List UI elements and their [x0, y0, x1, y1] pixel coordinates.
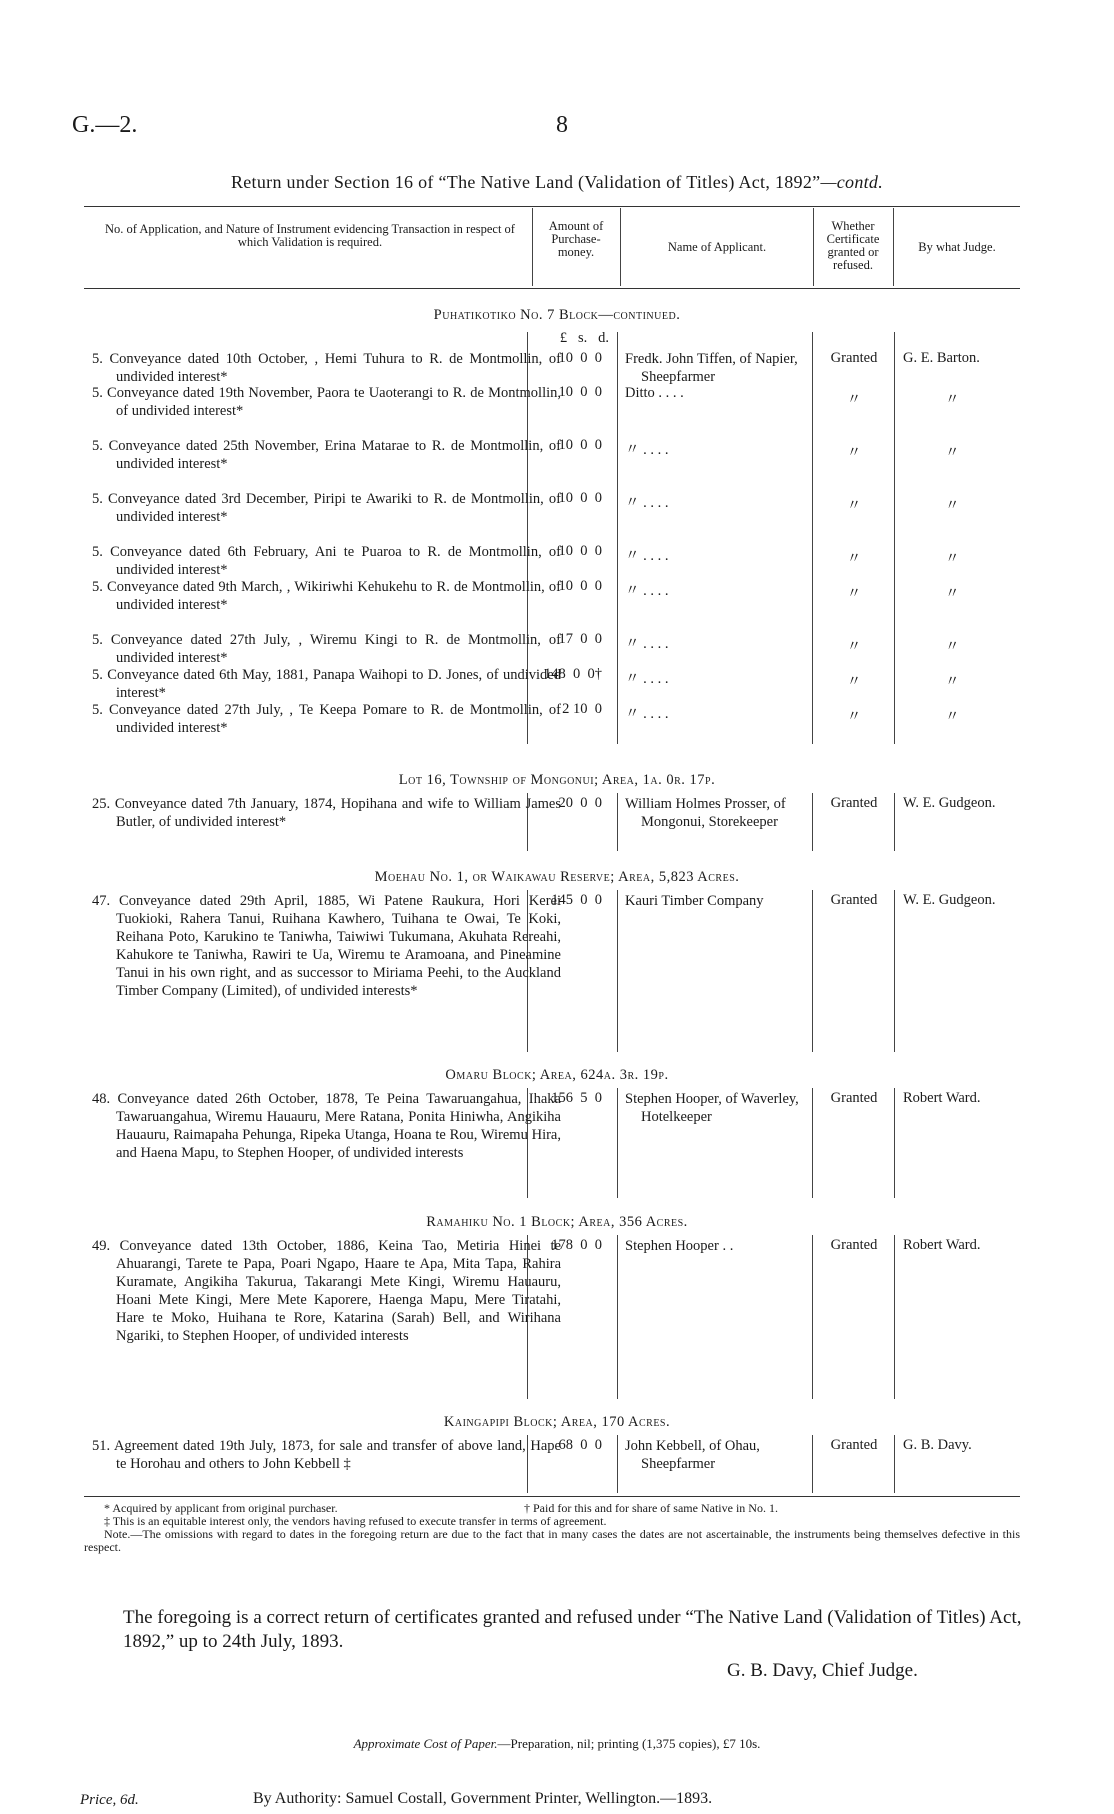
section-heading: Omaru Block; Area, 624a. 3r. 19p. [445, 1067, 669, 1083]
column-divider [532, 208, 533, 286]
row-judge: 〃 [945, 392, 960, 408]
row-certificate: Granted [830, 350, 878, 366]
row-applicant: 〃 . . . . [625, 548, 669, 564]
column-divider [812, 1235, 813, 1399]
row-amount: 10 0 0 [558, 384, 602, 400]
row-certificate: 〃 [846, 551, 862, 567]
row-judge: 〃 [945, 551, 960, 567]
row-judge: Robert Ward. [903, 1237, 981, 1253]
footnote-star: * Acquired by applicant from original purchaser. [104, 1501, 338, 1515]
row-applicant: 〃 . . . . [625, 583, 669, 599]
row-description: 5. Conveyance dated 10th October, , Hemi Tuhura to R. de Montmollin, of undivided interest* [92, 351, 561, 385]
row-applicant: Ditto . . . . [625, 385, 684, 401]
row-applicant: 〃 . . . . [625, 671, 669, 687]
column-divider [617, 793, 618, 851]
row-applicant: 〃 . . . . [625, 495, 669, 511]
row-applicant: 〃 . . . . [625, 442, 669, 458]
table-top-rule [84, 206, 1020, 207]
column-divider [617, 1435, 618, 1493]
footnote-dagger: † Paid for this and for share of same Native in No. 1. [524, 1501, 778, 1515]
row-judge: 〃 [945, 674, 960, 690]
row-certificate: Granted [830, 795, 878, 811]
row-description: 5. Conveyance dated 27th July, , Te Keepa Pomare to R. de Montmollin, of undivided interest* [92, 702, 561, 736]
row-judge: G. B. Davy. [903, 1437, 972, 1453]
column-header-certificate: Whether Certificate granted or refused. [826, 219, 880, 272]
row-applicant: Fredk. John Tiffen, of Napier, Sheepfarmer [625, 351, 798, 385]
column-divider [617, 332, 618, 744]
page-title [0, 172, 1114, 193]
cost-line [0, 1736, 1114, 1752]
column-divider [894, 890, 895, 1052]
row-amount: 10 0 0 [558, 543, 602, 559]
row-description: 48. Conveyance dated 26th October, 1878, Te Peina Tawaruangahua, Ihaka Tawaruangahua, Wiremu Hauauru, Mere Ratana, Ponita Hiniwha, Angikiha Hauauru, Raimapaha Pehunga, Ripeka Utanga, Hoana te Rou, Wiremu Hira, and Haena Mapu, to Stephen Hooper, of undivided interests [92, 1091, 561, 1161]
row-judge: 〃 [945, 639, 960, 655]
section-heading: Puhatikotiko No. 7 Block—continued. [433, 307, 681, 323]
footnote-double-dagger: ‡ This is an equitable interest only, the vendors having refused to execute transfer in terms of agreement. [104, 1514, 607, 1528]
row-applicant: 〃 . . . . [625, 706, 669, 722]
row-certificate: Granted [830, 1090, 878, 1106]
row-amount: 148 0 0† [544, 666, 602, 682]
column-divider [617, 1235, 618, 1399]
row-judge: Robert Ward. [903, 1090, 981, 1106]
row-certificate: 〃 [846, 639, 862, 655]
column-divider [894, 1088, 895, 1198]
column-header-applicant: Name of Applicant. [667, 240, 767, 254]
row-certificate: Granted [830, 1237, 878, 1253]
row-applicant: 〃 . . . . [625, 636, 669, 652]
column-divider [894, 1435, 895, 1493]
column-divider [812, 890, 813, 1052]
row-amount: 17 0 0 [558, 631, 602, 647]
price: Price, 6d. [80, 1792, 139, 1808]
column-divider [894, 793, 895, 851]
row-certificate: 〃 [846, 674, 862, 690]
row-amount: 10 0 0 [558, 490, 602, 506]
row-applicant: Kauri Timber Company [625, 893, 764, 909]
column-divider [894, 332, 895, 744]
row-judge: W. E. Gudgeon. [903, 795, 996, 811]
row-applicant: John Kebbell, of Ohau, Sheepfarmer [625, 1438, 760, 1472]
row-amount: 10 0 0 [558, 437, 602, 453]
title-text: Return under Section 16 of “The Native Land (Validation of Titles) Act, 1892” [230, 172, 821, 192]
row-description: 5. Conveyance dated 25th November, Erina Matarae to R. de Montmollin, of undivided interest* [92, 438, 561, 472]
signature: G. B. Davy, Chief Judge. [727, 1660, 918, 1681]
title-continued: —contd. [820, 172, 884, 192]
row-amount: 10 0 0 [558, 578, 602, 594]
row-amount: 20 0 0 [558, 795, 602, 811]
row-amount: 10 0 0 [558, 350, 602, 366]
row-applicant: Stephen Hooper, of Waverley, Hotelkeeper [625, 1091, 799, 1125]
currency-header: £ s. d. [559, 330, 609, 346]
row-description: 5. Conveyance dated 19th November, Paora te Uaoterangi to R. de Montmollin, of undivided interest* [92, 385, 561, 419]
row-amount: 2 10 0 [562, 701, 602, 717]
row-amount: 145 0 0 [551, 892, 602, 908]
row-certificate: Granted [830, 1437, 878, 1453]
row-amount: 156 5 0 [551, 1090, 602, 1106]
section-heading: Moehau No. 1, or Waikawau Reserve; Area, 5,823 Acres. [374, 869, 740, 885]
printer-authority: By Authority: Samuel Costall, Government Printer, Wellington.—1893. [253, 1790, 713, 1807]
row-description: 5. Conveyance dated 6th May, 1881, Panapa Waihopi to D. Jones, of undivided interest* [92, 667, 561, 701]
row-description: 5. Conveyance dated 27th July, , Wiremu Kingi to R. de Montmollin, of undivided interest* [92, 632, 561, 666]
row-description: 47. Conveyance dated 29th April, 1885, Wi Patene Raukura, Hori Kerei Tuokioki, Rahera Tanui, Ruihana Kawhero, Tuihana te Owai, Te Koki, Reihana Poto, Karukino te Taniwha, Taiwiwi Tukumana, Akuhata Rereahi, Kahukore te Taniwha, Rawiri te Ua, Wiremu te Aramoana, and Pineamine Tanui in his own right, and as successor to Miriama Peehi, to the Auckland Timber Company (Limited), of undivided interests* [92, 893, 561, 999]
row-description: 5. Conveyance dated 9th March, , Wikiriwhi Kehukehu to R. de Montmollin, of undivided interest* [92, 579, 561, 613]
footnote-note: Note.—The omissions with regard to dates in the foregoing return are due to the fact that in many cases the dates are not ascertainable, the instruments being themselves defective in this respect. [84, 1527, 1020, 1554]
column-header-amount: Amount of Purchase-money. [548, 219, 604, 259]
row-applicant: Stephen Hooper . . [625, 1238, 734, 1254]
row-description: 5. Conveyance dated 6th February, Ani te Puaroa to R. de Montmollin, of undivided interest* [92, 544, 561, 578]
row-amount: 178 0 0 [551, 1237, 602, 1253]
column-divider [617, 890, 618, 1052]
row-certificate: 〃 [846, 709, 862, 725]
row-description: 5. Conveyance dated 3rd December, Piripi te Awariki to R. de Montmollin, of undivided interest* [92, 491, 561, 525]
row-certificate: 〃 [846, 445, 862, 461]
document-code: G.—2. [72, 112, 138, 138]
section-heading: Ramahiku No. 1 Block; Area, 356 Acres. [426, 1214, 688, 1230]
section-heading: Kaingapipi Block; Area, 170 Acres. [443, 1414, 671, 1430]
row-amount: 68 0 0 [558, 1437, 602, 1453]
table-header-rule [84, 288, 1020, 289]
column-divider [620, 208, 621, 286]
cost-text: —Preparation, nil; printing (1,375 copies), £7 10s. [497, 1736, 761, 1751]
row-certificate: 〃 [846, 498, 862, 514]
row-certificate: 〃 [846, 392, 862, 408]
column-divider [894, 1235, 895, 1399]
row-description: 25. Conveyance dated 7th January, 1874, Hopihana and wife to William James Butler, of undivided interest* [92, 796, 561, 830]
certification-statement: The foregoing is a correct return of certificates granted and refused under “The Native Land (Validation of Titles) Act, 1892,” up to 24th July, 1893. [123, 1607, 1022, 1652]
row-description: 51. Agreement dated 19th July, 1873, for sale and transfer of above land, Hape te Horohau and others to John Kebbell ‡ [92, 1438, 561, 1472]
column-header-judge: By what Judge. [918, 240, 996, 254]
row-judge: 〃 [945, 709, 960, 725]
column-divider [893, 208, 894, 286]
column-divider [813, 208, 814, 286]
row-judge: 〃 [945, 586, 960, 602]
cost-label: Approximate Cost of Paper. [353, 1736, 498, 1751]
row-judge: G. E. Barton. [903, 350, 980, 366]
row-judge: 〃 [945, 445, 960, 461]
section-heading: Lot 16, Township of Mongonui; Area, 1a. 0r. 17p. [398, 772, 716, 788]
page-number: 8 [556, 112, 568, 138]
row-judge: 〃 [945, 498, 960, 514]
footnote-rule [84, 1496, 1020, 1497]
row-judge: W. E. Gudgeon. [903, 892, 996, 908]
column-header-application: No. of Application, and Nature of Instrument evidencing Transaction in respect of which Validation is required. [105, 222, 515, 249]
row-description: 49. Conveyance dated 13th October, 1886, Keina Tao, Metiria Hinei te Ahuarangi, Tarete te Papa, Poari Ngapo, Haare te Apa, Mita Tapa, Rahira Kuramate, Angikiha Takurua, Takarangi Mete Kingi, Wiremu Hauauru, Hoani Mete Kingi, Mere Mete Kaporere, Haenga Mapu, Mere Tiratahi, Hare te Moko, Huihana te Rore, Katarina (Sarah) Bell, and Wirihana Ngariki, to Stephen Hooper, of undivided interests [92, 1238, 561, 1344]
row-certificate: 〃 [846, 586, 862, 602]
row-applicant: William Holmes Prosser, of Mongonui, Storekeeper [625, 796, 786, 830]
column-divider [617, 1088, 618, 1198]
row-certificate: Granted [830, 892, 878, 908]
